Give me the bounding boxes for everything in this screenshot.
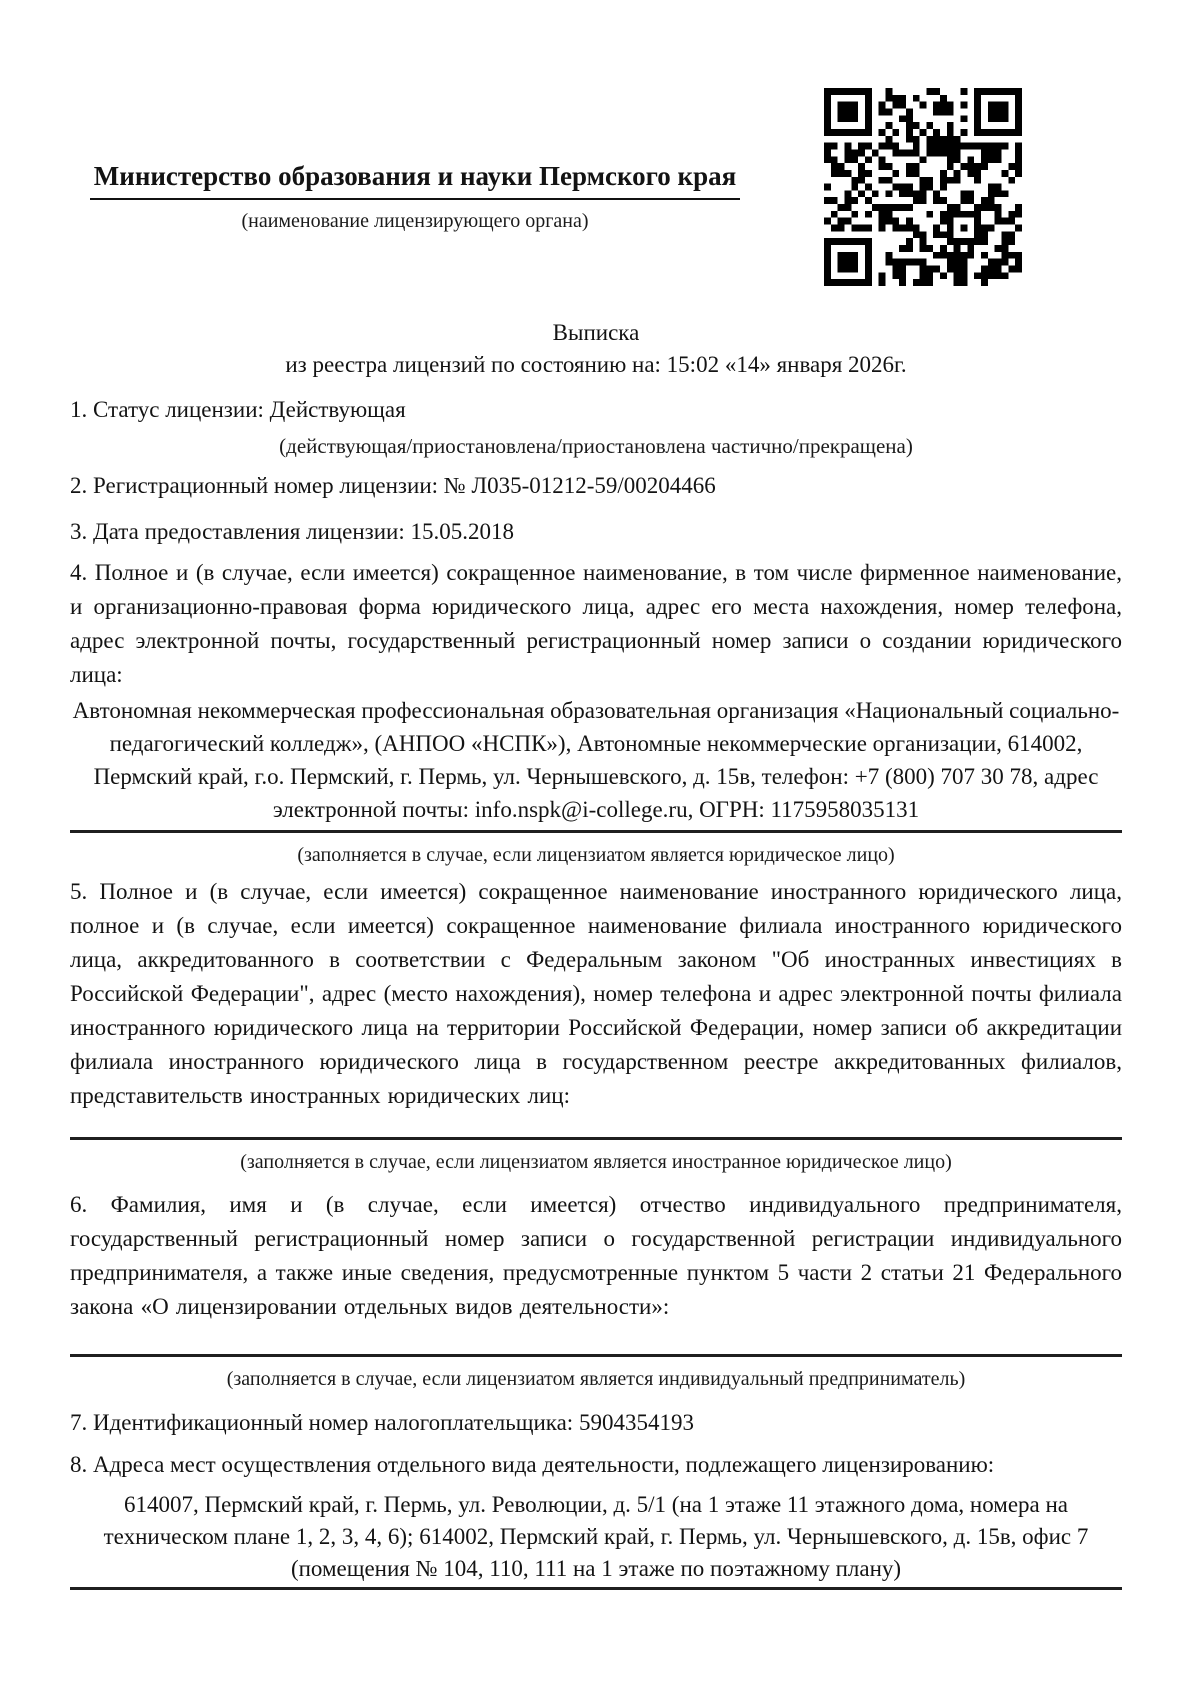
status-options-caption: (действующая/приостановлена/приостановлена частично/прекращена): [279, 434, 913, 458]
qr-code: [824, 88, 1022, 286]
entrepreneur-caption: (заполняется в случае, если лицензиатом является индивидуальный предприниматель): [226, 1368, 966, 1390]
document-subtitle: из реестра лицензий по состоянию на: 15:02 «14» января 2026г.: [285, 352, 907, 377]
foreign-entity-heading: 5. Полное и (в случае, если имеется) сокращенное наименование иностранного юридического лица, полное и (в случае, если имеется) сокращенное наименование филиала иностранного юридического лица, аккредитованного в соответствии с Федеральным законом "Об иностранных инвестициях в Российской Федерации", адрес (место нахождения), номер телефона и адрес электронной почты филиала иностранного юридического лица на территории Российской Федерации, номер записи об аккредитации филиала иностранного юридического лица в государственном реестре аккредитованных филиалов, представительств иностранных юридических лиц:: [70, 879, 1122, 1108]
divider-line: [70, 1587, 1122, 1590]
inn-line: 7. Идентификационный номер налогоплательщика: 5904354193: [70, 1410, 694, 1435]
divider-line: [70, 1137, 1122, 1140]
grant-date-line: 3. Дата предоставления лицензии: 15.05.2018: [70, 519, 514, 544]
legal-entity-heading: 4. Полное и (в случае, если имеется) сокращенное наименование, в том числе фирменное наименование, и организационно-правовая форма юридического лица, адрес его места нахождения, номер телефона, адрес электронной почты, государственный регистрационный номер записи о создании юридического лица:: [70, 560, 1122, 687]
header: [70, 160, 760, 233]
divider-line: [70, 830, 1122, 833]
qr-code-image: [824, 88, 1022, 286]
foreign-entity-caption: (заполняется в случае, если лицензиатом является иностранное юридическое лицо): [240, 1151, 952, 1173]
entrepreneur-heading: 6. Фамилия, имя и (в случае, если имеется) отчество индивидуального предпринимателя, государственный регистрационный номер записи о государственной регистрации индивидуального предпринимателя, а также иные сведения, предусмотренные пунктом 5 части 2 статьи 21 Федерального закона «О лицензировании отдельных видов деятельности»:: [70, 1192, 1122, 1319]
legal-entity-caption: (заполняется в случае, если лицензиатом является юридическое лицо): [297, 844, 895, 866]
authority-caption: (наименование лицензирующего органа): [241, 210, 589, 232]
licensing-authority-name: Министерство образования и науки Пермского края: [90, 160, 740, 200]
legal-entity-value: Автономная некоммерческая профессиональная образовательная организация «Национальный социально-педагогический колледж», (АНПОО «НСПК»), Автономные некоммерческие организации, 614002, Пермский край, г.о. Пермский, г. Пермь, ул. Чернышевского, д. 15в, телефон: +7 (800) 707 30 78, адрес электронной почты: info.nspk@i-college.ru, ОГРН: 1175958035131: [72, 698, 1120, 822]
document-title: Выписка: [552, 320, 640, 345]
addresses-value: 614007, Пермский край, г. Пермь, ул. Революции, д. 5/1 (на 1 этаже 11 этажного дома, номера на техническом плане 1, 2, 3, 4, 6); 614002, Пермский край, г. Пермь, ул. Чернышевского, д. 15в, офис 7 (помещения № 104, 110, 111 на 1 этаже по поэтажному плану): [103, 1492, 1089, 1581]
document-body: [70, 318, 1122, 1590]
divider-line: [70, 1354, 1122, 1357]
license-status-line: 1. Статус лицензии: Действующая: [70, 397, 406, 422]
registration-number-line: 2. Регистрационный номер лицензии: № Л035-01212-59/00204466: [70, 473, 716, 498]
addresses-heading: 8. Адреса мест осуществления отдельного вида деятельности, подлежащего лицензированию:: [70, 1452, 995, 1477]
